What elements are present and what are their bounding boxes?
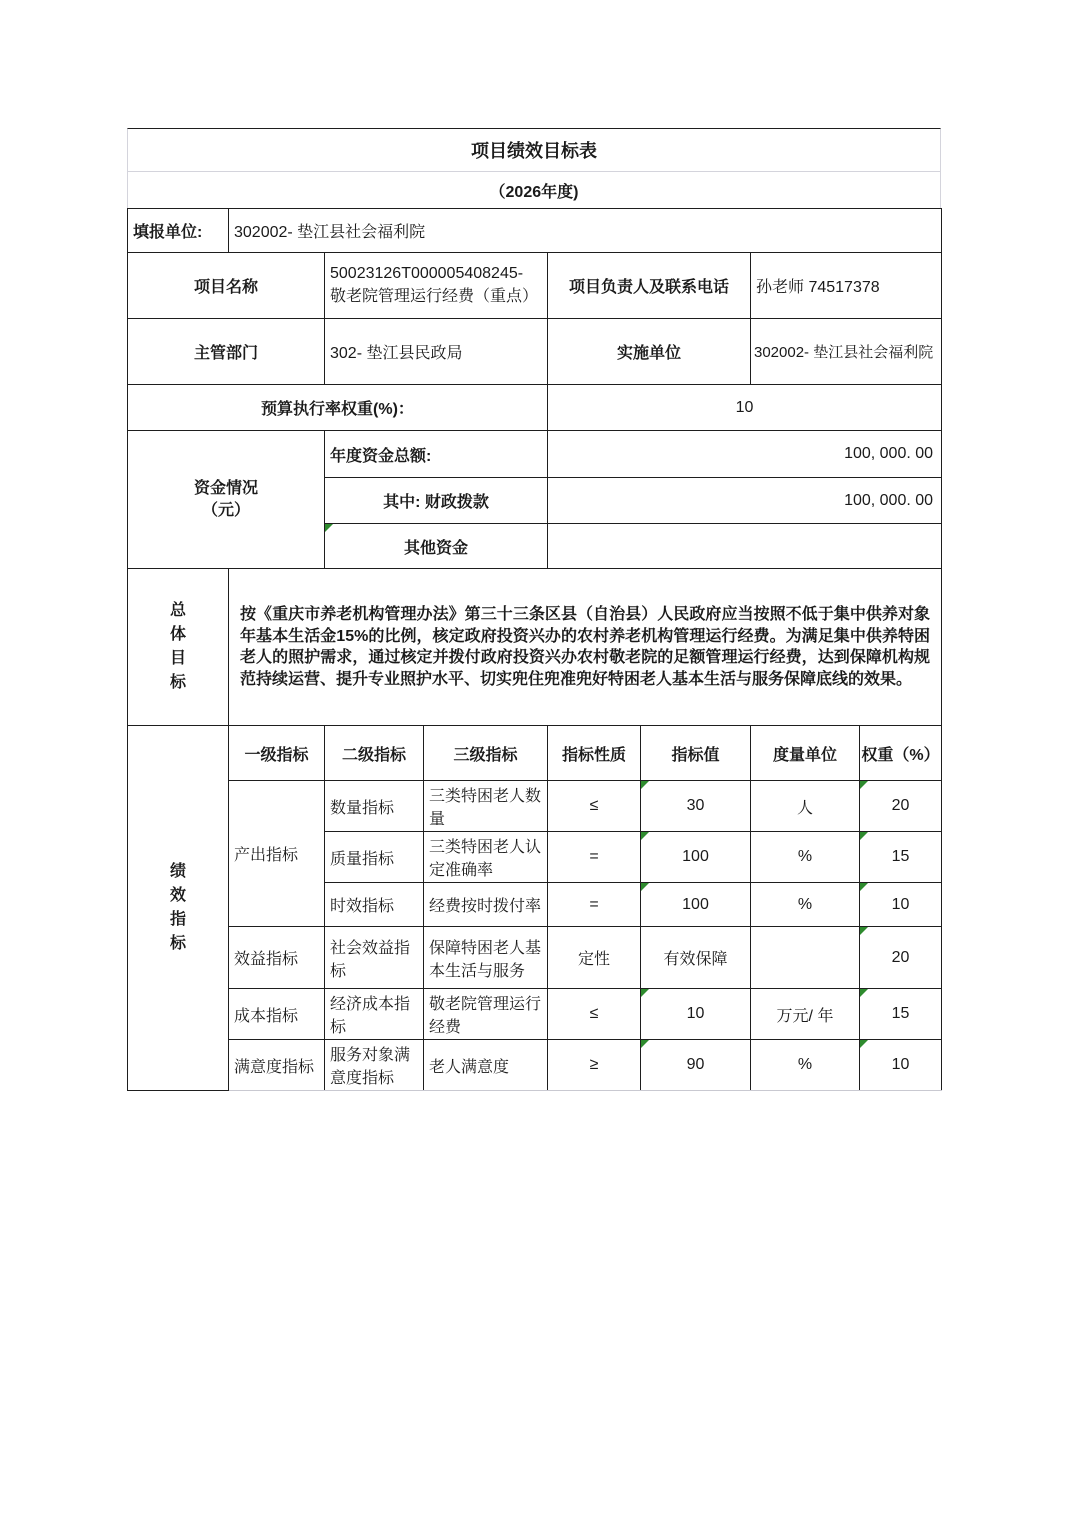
project-name-label: 项目名称 [128,253,325,319]
form-header [127,128,941,208]
overall-goal-cell [229,569,942,726]
overall-goal-text: 按《重庆市养老机构管理办法》第三十三条区县（自治县）人民政府应当按照不低于集中供养对象年基本生活金15%的比例，核定政府投资兴办的农村养老机构管理运行经费。为满足集中供养特困老人的照护需求，通过核定并拨付政府投资兴办农村敬老院的足额管理运行经费，达到保障机构规范持续运营、提升专业照护水平、切实兜住兜准兜好特困老人基本生活与服务保障底线的效果。 [240,606,931,688]
indicator-weight [860,927,942,989]
table-row [128,253,942,319]
funds-total-value: 100, 000. 00 [548,431,942,478]
indicator-weight-text: 10 [891,1056,910,1073]
comment-marker-icon [641,883,649,891]
indicator-value-text: 30 [686,797,705,814]
header-unit: 度量单位 [751,726,860,781]
comment-marker-icon [860,927,868,935]
indicator-nature: 定性 [548,927,641,989]
header-level3: 三级指标 [424,726,548,781]
indicator-unit: % [751,832,860,883]
indicator-level1: 成本指标 [229,989,325,1040]
indicators-side-label [128,726,229,1091]
comment-marker-icon [860,832,868,840]
indicator-level2: 数量指标 [325,781,424,832]
header-weight: 权重（%） [860,726,942,781]
page-title: 项目绩效目标表 [128,129,940,172]
indicator-unit: % [751,1040,860,1091]
table-row [128,209,942,253]
comment-marker-icon [641,1040,649,1048]
indicator-unit [751,927,860,989]
comment-marker-icon [860,989,868,997]
indicator-weight [860,1040,942,1091]
indicator-unit: 万元/ 年 [751,989,860,1040]
indicator-weight [860,883,942,927]
funds-fiscal-value: 100, 000. 00 [548,478,942,524]
indicator-weight-text: 15 [891,848,910,865]
indicator-row [128,989,942,1040]
dept-value: 302- 垫江县民政局 [325,319,548,385]
indicator-level3: 保障特困老人基本生活与服务 [424,927,548,989]
indicator-unit: 人 [751,781,860,832]
indicator-nature: ≤ [548,989,641,1040]
indicator-weight [860,989,942,1040]
funds-fiscal-label: 其中: 财政拨款 [325,478,548,524]
indicator-nature: = [548,832,641,883]
indicator-value [641,1040,751,1091]
indicator-weight [860,832,942,883]
funds-group-label [128,431,325,569]
indicator-level2: 服务对象满意度指标 [325,1040,424,1091]
indicator-row [128,781,942,832]
indicator-level3: 敬老院管理运行经费 [424,989,548,1040]
reporting-unit-label: 填报单位: [128,209,229,253]
project-leader-label: 项目负责人及联系电话 [548,253,751,319]
table-row [128,431,942,478]
comment-marker-icon [860,1040,868,1048]
performance-target-form [127,128,941,1091]
indicator-value-text: 10 [686,1005,705,1022]
indicator-weight [860,781,942,832]
header-value: 指标值 [641,726,751,781]
table-row [128,569,942,726]
indicator-value: 有效保障 [641,927,751,989]
indicator-level2: 经济成本指标 [325,989,424,1040]
comment-marker-icon [641,832,649,840]
comment-marker-icon [325,524,333,532]
project-name-value: 50023126T000005408245- 敬老院管理运行经费（重点） [325,253,548,319]
budget-weight-value: 10 [548,385,942,431]
indicator-level2: 质量指标 [325,832,424,883]
indicator-level1: 满意度指标 [229,1040,325,1091]
header-nature: 指标性质 [548,726,641,781]
table-row [128,385,942,431]
indicator-level1: 产出指标 [229,781,325,927]
funds-total-label: 年度资金总额: [325,431,548,478]
indicator-level1: 效益指标 [229,927,325,989]
indicator-nature: ≥ [548,1040,641,1091]
dept-label: 主管部门 [128,319,325,385]
indicator-value-text: 100 [682,895,709,913]
comment-marker-icon [641,781,649,789]
indicator-level3: 三类特困老人认定准确率 [424,832,548,883]
impl-unit-value: 302002- 垫江县社会福利院 [751,319,942,385]
indicator-value-text: 100 [682,848,709,865]
reporting-unit-value: 302002- 垫江县社会福利院 [229,209,942,253]
overall-goal-side-label-text: 总体目标 [169,602,186,691]
funds-other-label-text: 其他资金 [403,539,468,557]
comment-marker-icon [860,781,868,789]
impl-unit-label: 实施单位 [548,319,751,385]
overall-goal-side-label [128,569,229,726]
indicator-weight-text: 20 [891,797,910,814]
page-subtitle-year: （2026年度) [489,183,579,201]
header-level2: 二级指标 [325,726,424,781]
indicator-weight-text: 15 [891,1005,910,1022]
header-level1: 一级指标 [229,726,325,781]
indicator-value [641,832,751,883]
comment-marker-icon [641,989,649,997]
indicator-nature: = [548,883,641,927]
indicator-weight-text: 20 [891,948,910,966]
indicator-level3: 三类特困老人数量 [424,781,548,832]
table-row [128,319,942,385]
indicator-value-text: 90 [686,1056,705,1073]
indicator-unit: % [751,883,860,927]
indicators-side-label-text: 绩效指标 [169,863,186,952]
indicator-value [641,883,751,927]
indicator-header-row [128,726,942,781]
indicator-value [641,989,751,1040]
indicator-level3: 经费按时拨付率 [424,883,548,927]
comment-marker-icon [860,883,868,891]
indicator-weight-text: 10 [891,895,910,913]
budget-weight-label: 预算执行率权重(%)： [128,385,548,431]
funds-group-label-line2: （元） [201,501,250,519]
funds-other-label [325,524,548,569]
indicator-nature: ≤ [548,781,641,832]
indicator-level2: 社会效益指标 [325,927,424,989]
indicator-value [641,781,751,832]
indicator-level2: 时效指标 [325,883,424,927]
form-table [127,208,942,1091]
funds-group-label-line1: 资金情况 [193,479,258,497]
indicator-row [128,1040,942,1091]
funds-other-value [548,524,942,569]
indicator-level3: 老人满意度 [424,1040,548,1091]
indicator-row [128,927,942,989]
project-leader-value: 孙老师 74517378 [751,253,942,319]
